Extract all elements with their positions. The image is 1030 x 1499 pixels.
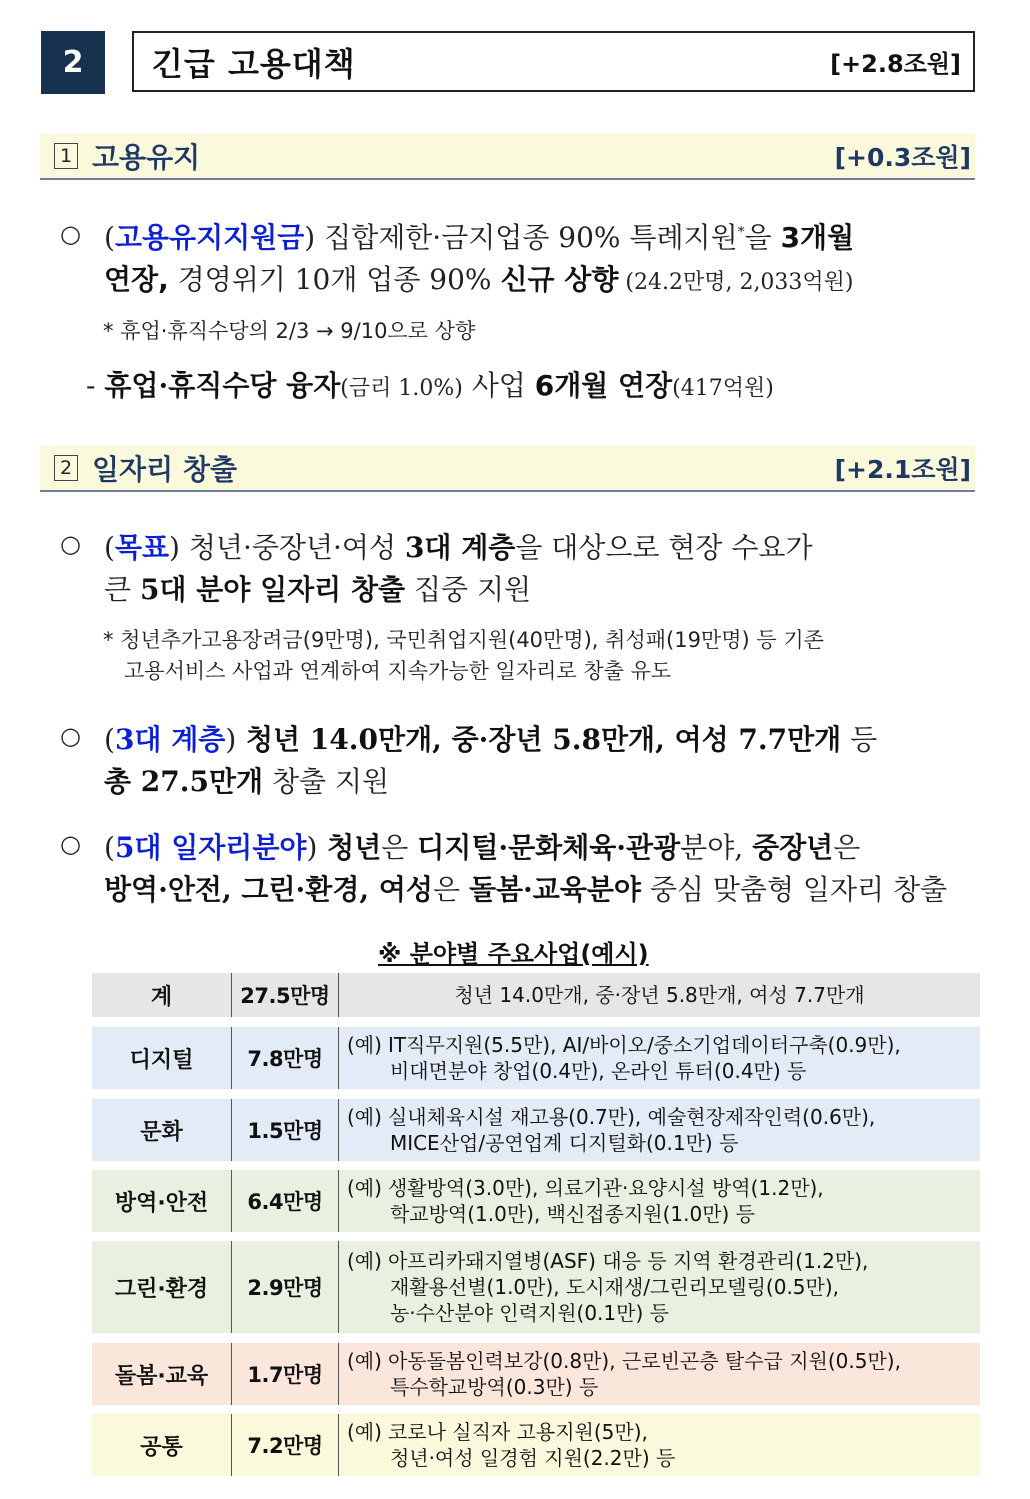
table-cell-field: 그린·환경 [92,1241,232,1333]
note-goal-1: * 청년추가고용장려금(9만명), 국민취업지원(40만명), 취성패(19만명) 등 기존 [103,628,824,652]
dash-item-leave-loan: - 휴업·휴직수당 융자(금리 1.0%) 사업 6개월 연장(417억원) [86,369,774,402]
circle-bullet-icon: ○ [60,722,81,750]
bullet-line-1: (고용유지지원금) 집합제한·금지업종 90% 특례지원*을 3개월 [104,221,855,254]
table-cell-field: 방역·안전 [92,1170,232,1232]
bullet-line-2: 방역·안전, 그린·환경, 여성은 돌봄·교육분야 중심 맞춤형 일자리 창출 [104,873,948,906]
table-row-green [92,1241,980,1333]
table-row-common [92,1414,980,1476]
circle-bullet-icon: ○ [60,220,81,248]
bullet-line-1: (5대 일자리분야) 청년은 디지털·문화체육·관광분야, 중장년은 [104,831,861,864]
note-retention: * 휴업·휴직수당의 2/3 → 9/10으로 상향 [103,319,476,343]
table-cell-count: 27.5만명 [232,973,339,1017]
table-cell-field: 디지털 [92,1027,232,1089]
table-caption: ※ 분야별 주요사업(예시) [378,940,649,968]
table-cell-count: 6.4만명 [232,1170,339,1232]
circle-bullet-icon: ○ [60,830,81,858]
bullet-line-1: (목표) 청년·중장년·여성 3대 계층을 대상으로 현장 수요가 [104,531,813,564]
table-cell-count: 1.5만명 [232,1099,339,1161]
bullet-line-2: 총 27.5만개 창출 지원 [104,765,390,798]
subsection-bar-job-creation [40,446,975,492]
table-cell-field: 계 [92,973,232,1017]
table-cell-detail: (예) 아프리카돼지열병(ASF) 대응 등 지역 환경관리(1.2만), 재활용선별(1.0만), 도시재생/그린리모델링(0.5만), 농·수산분야 인력지원(0.1만) 등 [347,1249,869,1325]
bullet-line-2: 큰 5대 분야 일자리 창출 집중 지원 [104,573,532,606]
table-row-culture [92,1099,980,1161]
table-cell-count: 2.9만명 [232,1241,339,1333]
table-cell-count: 7.2만명 [232,1414,339,1476]
subsection-bar-employment-retention [40,134,975,180]
bullet-line-2: 연장, 경영위기 10개 업종 90% 신규 상향 (24.2만명, 2,033억원) [104,263,854,296]
table-cell-detail: (예) 코로나 실직자 고용지원(5만), 청년·여성 일경험 지원(2.2만) 등 [347,1420,676,1470]
bullet-five-fields [60,826,985,910]
section-amount: [+2.8조원] [830,50,961,78]
table-row-care [92,1343,980,1405]
table-cell-count: 1.7만명 [232,1343,339,1405]
subsection-title: 일자리 창출 [92,453,237,486]
table-cell-count: 7.8만명 [232,1027,339,1089]
subsection-amount: [+0.3조원] [834,143,971,172]
section-number: 2 [41,31,105,94]
note-goal-2: 고용서비스 사업과 연계하여 지속가능한 일자리로 창출 유도 [124,659,672,683]
subsection-number: 1 [54,143,78,169]
table-cell-detail: (예) 아동돌봄인력보강(0.8만), 근로빈곤층 탈수급 지원(0.5만), 특수학교방역(0.3만) 등 [347,1349,901,1399]
table-row-digital [92,1027,980,1089]
subsection-title: 고용유지 [92,141,201,174]
table-row-total [92,973,980,1017]
bullet-goal [60,526,985,610]
section-title-box [132,31,975,92]
circle-bullet-icon: ○ [60,530,81,558]
table-cell-detail: 청년 14.0만개, 중·장년 5.8만개, 여성 7.7만개 [454,983,865,1007]
table-cell-detail: (예) 생활방역(3.0만), 의료기관·요양시설 방역(1.2만), 학교방역(1.0만), 백신접종지원(1.0만) 등 [347,1176,824,1226]
subsection-number: 2 [54,455,78,481]
table-cell-detail: (예) IT직무지원(5.5만), AI/바이오/중소기업데이터구축(0.9만), 비대면분야 창업(0.4만), 온라인 튜터(0.4만) 등 [347,1033,901,1083]
table-cell-field: 돌봄·교육 [92,1343,232,1405]
bullet-line-1: (3대 계층) 청년 14.0만개, 중·장년 5.8만개, 여성 7.7만개 등 [104,723,878,756]
table-row-safety [92,1170,980,1232]
table-cell-detail: (예) 실내체육시설 재고용(0.7만), 예술현장제작인력(0.6만), MICE산업/공연업계 디지털화(0.1만) 등 [347,1105,876,1155]
subsection-amount: [+2.1조원] [834,455,971,484]
bullet-three-tiers [60,718,985,802]
bullet-retention-subsidy [60,216,985,296]
section-title: 긴급 고용대책 [152,44,356,83]
table-cell-field: 문화 [92,1099,232,1161]
table-cell-field: 공통 [92,1414,232,1476]
